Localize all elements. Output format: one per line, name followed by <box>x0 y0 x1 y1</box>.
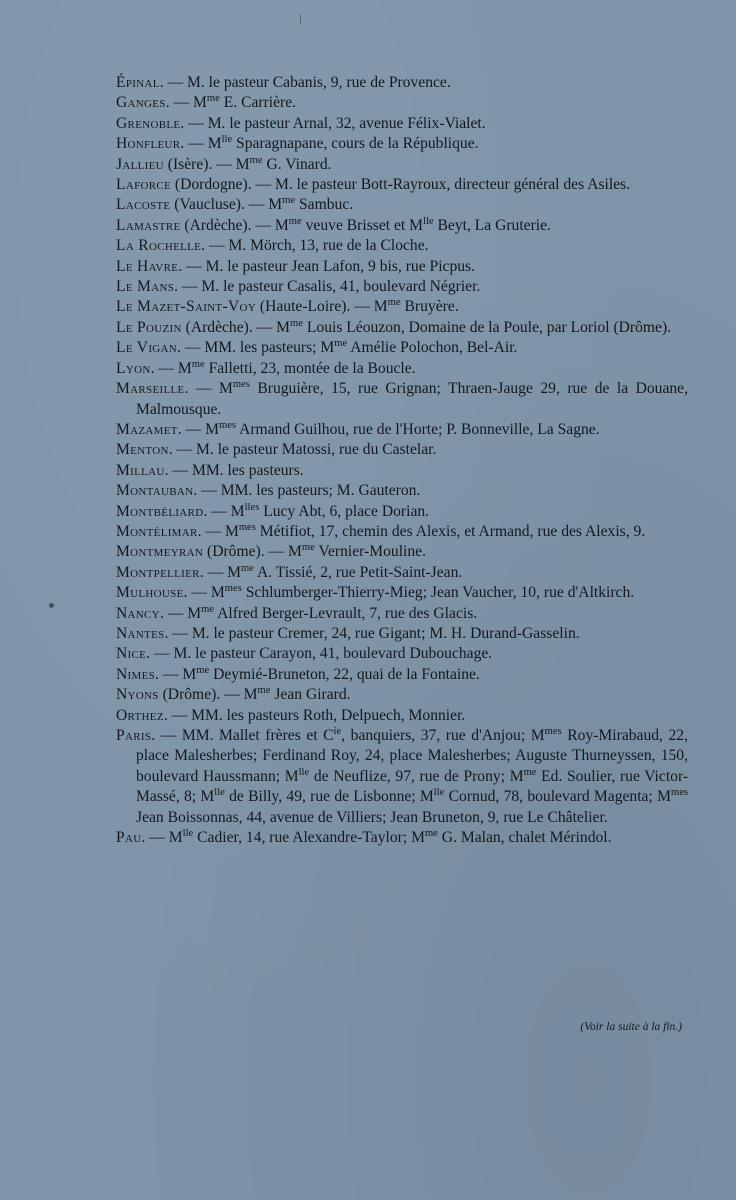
entry-city: Mulhouse <box>116 584 184 602</box>
entry-city: Montmeyran <box>116 543 204 561</box>
list-entry: Le Mans. — M. le pasteur Casalis, 41, boulevard Négrier. <box>116 278 481 296</box>
continuation-note: (Voir la suite à la fin.) <box>580 1021 682 1033</box>
entry-text: M. le pasteur Carayon, 41, boulevard Dubouchage. <box>173 645 493 663</box>
entry-city: Le Vigan <box>116 339 178 357</box>
list-entry: Montpellier. — $M^{me}$ A. Tissié, 2, rue Petit-Saint-Jean. <box>116 562 463 581</box>
entry-text: $M^{me}$ G. Vinard. <box>235 154 332 173</box>
list-entry: Mazamet. — $M^{mes}$ Armand Guilhou, rue de l'Horte; P. Bonneville, La Sagne. <box>116 420 600 438</box>
entry-text: $M^{mes}$ Métifiot, 17, chemin des Alexis, et Armand, rue des Alexis, 9. <box>224 522 646 540</box>
list-entry: Paris. — MM. Mallet frères et $C^{ie}$, banquiers, 37, rue d'Anjou; $M^{mes}$ Roy-Mirabaud, 22, place Malesherbes; Ferdinand Roy, 24, place Malesherbes; Auguste Thurneyssen, 150, boulevard Haussmann; $M^{lle}$ de Neuflize, 97, rue de Prony; $M^{me}$ Ed. Soulier, rue Victor-Massé, 8; $M^{lle}$ de Billy, 49, rue de Lisbonne; $M^{lle}$ Cornud, 78, boulevard Magenta; $M^{mes}$ Jean Boissonnas, 44, avenue de Villiers; Jean Bruneton, 9, rue Le Châtelier. <box>116 726 689 826</box>
list-entry: Laforce (Dordogne). — M. le pasteur Bott-Rayroux, directeur général des Asiles. <box>116 176 631 194</box>
entry-city: Marseille <box>116 380 185 398</box>
entry-city: Honfleur <box>116 135 181 153</box>
entry-region: (Ardèche) <box>180 216 248 234</box>
list-entry: Lamastre (Ardèche). — $M^{me}$ veuve Brisset et $M^{lle}$ Beyt, La Gruterie. <box>116 216 551 234</box>
entry-city: Pau <box>116 829 142 847</box>
entry-text: $M^{me}$ veuve Brisset et $M^{lle}$ Beyt, La Gruterie. <box>274 216 551 234</box>
entry-city: Orthez <box>116 706 164 724</box>
entry-text: M. le pasteur Casalis, 41, boulevard Négrier. <box>201 278 481 296</box>
entry-text: MM. les pasteurs. <box>191 461 304 479</box>
entry-text: $M^{me}$ Louis Léouzon, Domaine de la Poule, par Loriol (Drôme). <box>276 318 672 336</box>
entry-text: MM. Mallet frères et $C^{ie}$, banquiers, 37, rue d'Anjou; $M^{mes}$ Roy-Mirabaud, 22, place Malesherbes; Ferdinand Roy, 24, place Malesherbes; Auguste Thurneyssen, 150, boulevard Haussmann; $M^{lle}$ de Neuflize, 97, rue de Prony; $M^{me}$ Ed. Soulier, rue Victor-Massé, 8; $M^{lle}$ de Billy, 49, rue de Lisbonne; $M^{lle}$ Cornud, 78, boulevard Magenta; $M^{mes}$ Jean Boissonnas, 44, avenue de Villiers; Jean Bruneton, 9, rue Le Châtelier. <box>136 726 689 826</box>
entry-text: M. le pasteur Cremer, 24, rue Gigant; M. H. Durand-Gasselin. <box>191 624 580 642</box>
list-entry: Jallieu (Isère). — $M^{me}$ G. Vinard. <box>116 154 332 173</box>
entry-city: Montbéliard <box>116 502 204 520</box>
entry-city: Jallieu <box>116 155 164 173</box>
entry-text: $M^{mes}$ Armand Guilhou, rue de l'Horte; P. Bonneville, La Sagne. <box>205 420 600 438</box>
entry-text: $M^{me}$ Vernier-Mouline. <box>288 542 426 561</box>
entry-text: $M^{mes}$ Schlumberger-Thierry-Mieg; Jean Vaucher, 10, rue d'Altkirch. <box>210 583 635 602</box>
list-entry: Grenoble. — M. le pasteur Arnal, 32, avenue Félix-Vialet. <box>116 114 486 132</box>
entry-city: Mazamet <box>116 420 178 438</box>
entry-city: Nantes <box>116 624 165 642</box>
list-entry: Pau. — $M^{lle}$ Cadier, 14, rue Alexandre-Taylor; $M^{me}$ G. Malan, chalet Mérindol. <box>116 828 612 847</box>
entry-region: (Ardèche) <box>181 318 249 336</box>
entry-city: Épinal <box>116 74 160 91</box>
list-entry: Lacoste (Vaucluse). — $M^{me}$ Sambuc. <box>116 195 354 214</box>
entry-region: (Vaucluse) <box>170 196 241 214</box>
entry-city: Le Pouzin <box>116 318 182 336</box>
entry-city: Le Mans <box>116 278 175 296</box>
entry-text: $M^{mes}$ Bruguière, 15, rue Grignan; Thraen-Jauge 29, rue de la Douane, Malmousque. <box>136 379 688 418</box>
entry-text: $M^{me}$ Alfred Berger-Levrault, 7, rue des Glacis. <box>187 603 478 622</box>
paper-speck <box>49 603 54 608</box>
list-entry: Lyon. — $M^{me}$ Falletti, 23, montée de la Boucle. <box>116 358 416 377</box>
entry-text: $M^{me}$ A. Tissié, 2, rue Petit-Saint-Jean. <box>227 562 463 581</box>
entry-city: Nimes <box>116 665 156 683</box>
entry-text: M. le pasteur Arnal, 32, avenue Félix-Vialet. <box>207 114 486 132</box>
entry-city: Nice <box>116 645 147 663</box>
list-entry: Nimes. — $M^{me}$ Deymié-Bruneton, 22, quai de la Fontaine. <box>116 664 480 683</box>
list-entry: Le Pouzin (Ardèche). — $M^{me}$ Louis Léouzon, Domaine de la Poule, par Loriol (Drôme). <box>116 318 672 336</box>
entry-text: $M^{lles}$ Lucy Abt, 6, place Dorian. <box>230 501 430 520</box>
list-entry: Ganges. — $M^{me}$ E. Carrière. <box>116 93 297 112</box>
entry-city: Millau <box>116 461 165 479</box>
entry-text: M. le pasteur Cabanis, 9, rue de Provence. <box>187 74 451 91</box>
list-entry: La Rochelle. — M. Mörch, 13, rue de la Cloche. <box>116 237 429 255</box>
list-entry: Le Mazet-Saint-Voy (Haute-Loire). — $M^{me}$ Bruyère. <box>116 297 459 316</box>
entry-city: Paris <box>116 727 152 744</box>
list-entry: Nice. — M. le pasteur Carayon, 41, boulevard Dubouchage. <box>116 645 493 663</box>
entry-city: Montélimar <box>116 522 198 540</box>
entry-city: Montpellier <box>116 563 200 581</box>
entry-city: Lyon <box>116 359 151 377</box>
list-entry: Montmeyran (Drôme). — $M^{me}$ Vernier-Mouline. <box>116 542 426 561</box>
entry-text: $M^{me}$ Falletti, 23, montée de la Boucle. <box>177 358 416 377</box>
entry-city: Montauban <box>116 482 194 500</box>
entry-text: $M^{me}$ Bruyère. <box>373 297 459 316</box>
list-entry: Mulhouse. — $M^{mes}$ Schlumberger-Thierry-Mieg; Jean Vaucher, 10, rue d'Altkirch. <box>116 583 635 602</box>
entry-text: M. le pasteur Jean Lafon, 9 bis, rue Picpus. <box>205 257 476 275</box>
entry-region: (Drôme) <box>158 686 217 704</box>
address-list <box>116 73 688 848</box>
list-entry: Menton. — M. le pasteur Matossi, rue du Castelar. <box>116 441 437 459</box>
entry-text: M. le pasteur Matossi, rue du Castelar. <box>196 441 437 459</box>
list-entry: Nyons (Drôme). — $M^{me}$ Jean Girard. <box>116 685 351 704</box>
entry-city: Grenoble <box>116 114 181 132</box>
list-entry: Montbéliard. — $M^{lles}$ Lucy Abt, 6, place Dorian. <box>116 501 430 520</box>
entry-city: Le Mazet-Saint-Voy <box>116 298 256 316</box>
entry-text: $M^{me}$ Sambuc. <box>268 195 354 214</box>
entry-city: Ganges <box>116 94 166 112</box>
entry-region: (Isère) <box>163 155 209 173</box>
paper-mark <box>300 14 301 24</box>
list-entry: Orthez. — MM. les pasteurs Roth, Delpuech, Monnier. <box>116 706 466 724</box>
entry-text: MM. les pasteurs; M. Gauteron. <box>220 482 421 500</box>
entry-text: MM. les pasteurs; $M^{me}$ Amélie Polochon, Bel-Air. <box>204 338 518 357</box>
list-entry: Nancy. — $M^{me}$ Alfred Berger-Levrault, 7, rue des Glacis. <box>116 603 478 622</box>
entry-city: Le Havre <box>116 257 179 275</box>
list-entry: Le Havre. — M. le pasteur Jean Lafon, 9 bis, rue Picpus. <box>116 257 476 275</box>
list-entry: Le Vigan. — MM. les pasteurs; $M^{me}$ Amélie Polochon, Bel-Air. <box>116 338 518 357</box>
entry-text: $M^{me}$ E. Carrière. <box>193 93 297 112</box>
entry-city: Lamastre <box>116 216 181 234</box>
list-entry: Épinal. — M. le pasteur Cabanis, 9, rue de Provence. <box>116 74 451 91</box>
entry-region: (Dordogne) <box>171 176 248 194</box>
entry-text: M. Mörch, 13, rue de la Cloche. <box>228 237 429 255</box>
list-entry: Honfleur. — $M^{lle}$ Sparagnapane, cours de la République. <box>116 134 479 153</box>
entry-city: Laforce <box>116 176 172 194</box>
entry-city: Nyons <box>116 686 159 704</box>
entry-text: $M^{lle}$ Sparagnapane, cours de la République. <box>207 134 479 153</box>
entry-region: (Haute-Loire) <box>256 298 347 316</box>
entry-city: La Rochelle <box>116 237 202 255</box>
list-entry: Montélimar. — $M^{mes}$ Métifiot, 17, chemin des Alexis, et Armand, rue des Alexis, 9. <box>116 522 646 540</box>
entry-city: Menton <box>116 441 169 459</box>
list-entry: Montauban. — MM. les pasteurs; M. Gauteron. <box>116 482 421 500</box>
entry-text: M. le pasteur Bott-Rayroux, directeur général des Asiles. <box>274 176 631 194</box>
entry-region: (Drôme) <box>203 543 261 561</box>
list-entry: Marseille. — $M^{mes}$ Bruguière, 15, rue Grignan; Thraen-Jauge 29, rue de la Douane, Malmousque. <box>116 379 688 418</box>
list-entry: Nantes. — M. le pasteur Cremer, 24, rue Gigant; M. H. Durand-Gasselin. <box>116 624 580 642</box>
entry-city: Lacoste <box>116 196 171 214</box>
list-entry: Millau. — MM. les pasteurs. <box>116 461 304 479</box>
entry-text: $M^{lle}$ Cadier, 14, rue Alexandre-Taylor; $M^{me}$ G. Malan, chalet Mérindol. <box>168 828 612 847</box>
entry-text: $M^{me}$ Deymié-Bruneton, 22, quai de la Fontaine. <box>182 664 480 683</box>
entry-text: MM. les pasteurs Roth, Delpuech, Monnier. <box>191 706 466 724</box>
entry-text: $M^{me}$ Jean Girard. <box>243 685 351 704</box>
entry-city: Nancy <box>116 604 160 622</box>
